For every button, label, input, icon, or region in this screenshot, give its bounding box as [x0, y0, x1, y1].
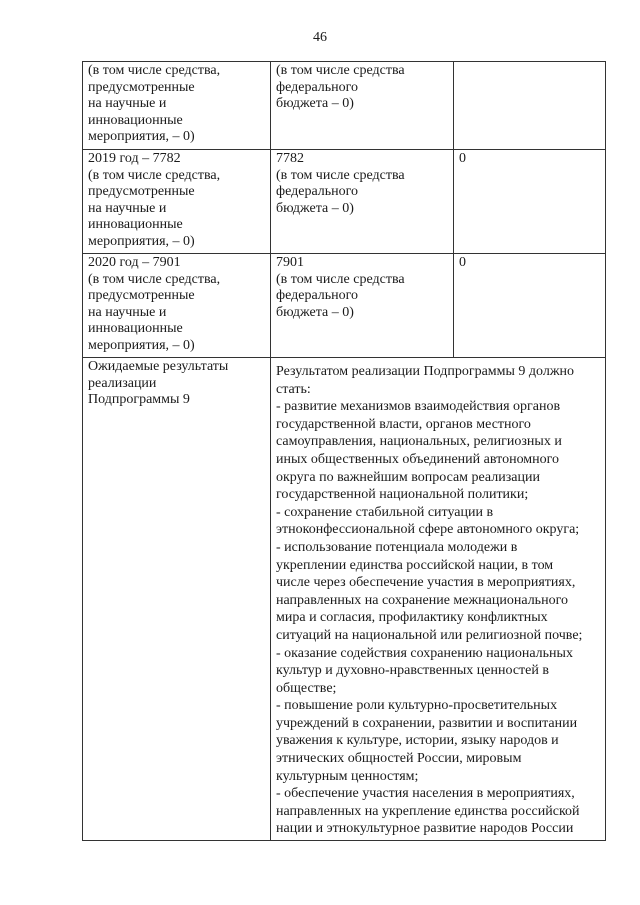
result-line: Результатом реализации Подпрограммы 9 должно [276, 364, 575, 379]
result-line: обществе; [276, 680, 337, 696]
result-line: - развитие механизмов взаимодействия органов [276, 399, 561, 415]
cell-line: мероприятия, – 0) [88, 233, 195, 249]
table-row [83, 358, 606, 841]
expected-results-label [83, 358, 271, 841]
cell-line: федерального [276, 79, 359, 95]
funding-table [82, 61, 606, 841]
cell-line: инновационные [88, 321, 183, 336]
result-line: этнических общностей России, мировым [276, 751, 522, 767]
cell-line: бюджета – 0) [276, 304, 354, 320]
cell-line: 2020 год – 7901 [88, 255, 181, 270]
result-line: - повышение роли культурно-просветительных [276, 698, 558, 714]
other-funding-cell [454, 62, 606, 150]
result-line: самоуправления, национальных, религиозных и [276, 434, 562, 450]
table-row [83, 254, 606, 358]
result-line: государственной национальной политики; [276, 487, 529, 503]
result-line: нации и этнокультурное развитие народов России [276, 821, 574, 837]
federal-budget-cell [271, 150, 454, 254]
cell-line: 7901 [276, 255, 304, 270]
cell-line: инновационные [88, 112, 183, 128]
cell-line: предусмотренные [88, 184, 195, 199]
cell-line: 7782 [276, 151, 304, 166]
result-line: - использование потенциала молодежи в [276, 539, 518, 555]
cell-line: бюджета – 0) [276, 200, 354, 216]
federal-budget-cell [271, 254, 454, 358]
result-line: учреждений в сохранении, развитии и воспитании [276, 715, 578, 731]
cell-line: федерального [276, 288, 359, 303]
cell-line: (в том числе средства, [88, 167, 221, 183]
cell-line: бюджета – 0) [276, 96, 354, 111]
result-line: ситуаций на национальной или религиозной почве; [276, 627, 583, 643]
result-line: - оказание содействия сохранению национальных [276, 645, 573, 661]
year-funding-cell [83, 150, 271, 254]
other-funding-cell [454, 254, 606, 358]
cell-line: (в том числе средства, [88, 63, 221, 78]
result-line: уважения к культуре, истории, языку народов и [276, 733, 559, 749]
result-line: мира и согласия, профилактику конфликтных [276, 610, 548, 626]
result-line: государственной власти, органов местного [276, 416, 531, 432]
cell-line: на научные и [88, 304, 167, 320]
page-number: 46 [313, 30, 327, 45]
cell-line: Ожидаемые результаты [88, 359, 229, 374]
cell-line: (в том числе средства, [88, 271, 221, 287]
result-line: иных общественных объединений автономного [276, 451, 560, 467]
cell-line: реализации [88, 375, 157, 391]
year-funding-cell [83, 254, 271, 358]
other-funding-cell [454, 150, 606, 254]
table-row [83, 150, 606, 254]
cell-line: (в том числе средства [276, 271, 405, 287]
cell-line: на научные и [88, 200, 167, 216]
result-line: культурным ценностям; [276, 768, 419, 784]
cell-line: предусмотренные [88, 79, 195, 95]
result-line: направленных на сохранение межнационального [276, 592, 568, 608]
cell-line: 0 [459, 151, 466, 166]
federal-budget-cell [271, 62, 454, 150]
expected-results-text [271, 358, 606, 841]
cell-line: 0 [459, 255, 466, 270]
result-line: - сохранение стабильной ситуации в [276, 504, 494, 520]
cell-line: (в том числе средства [276, 167, 405, 183]
cell-line: мероприятия, – 0) [88, 337, 195, 353]
result-line: стать: [276, 381, 311, 397]
result-line: этноконфессиональной сфере автономного округа; [276, 522, 580, 538]
result-line: культур и духовно-нравственных ценностей в [276, 663, 549, 679]
cell-line: на научные и [88, 96, 167, 111]
cell-line: федерального [276, 184, 359, 199]
result-line: - обеспечение участия населения в мероприятиях, [276, 786, 575, 802]
cell-line: Подпрограммы 9 [88, 392, 190, 407]
result-line: округа по важнейшим вопросам реализации [276, 469, 540, 485]
year-funding-cell [83, 62, 271, 150]
cell-line: 2019 год – 7782 [88, 151, 181, 166]
cell-line: (в том числе средства [276, 63, 405, 78]
cell-line: мероприятия, – 0) [88, 129, 195, 144]
result-line: направленных на укрепление единства российской [276, 803, 580, 819]
table-row [83, 62, 606, 150]
cell-line: инновационные [88, 217, 183, 232]
result-line: укреплении единства российской нации, в том [276, 557, 554, 573]
cell-line: предусмотренные [88, 288, 195, 303]
result-line: числе через обеспечение участия в мероприятиях, [276, 575, 576, 591]
